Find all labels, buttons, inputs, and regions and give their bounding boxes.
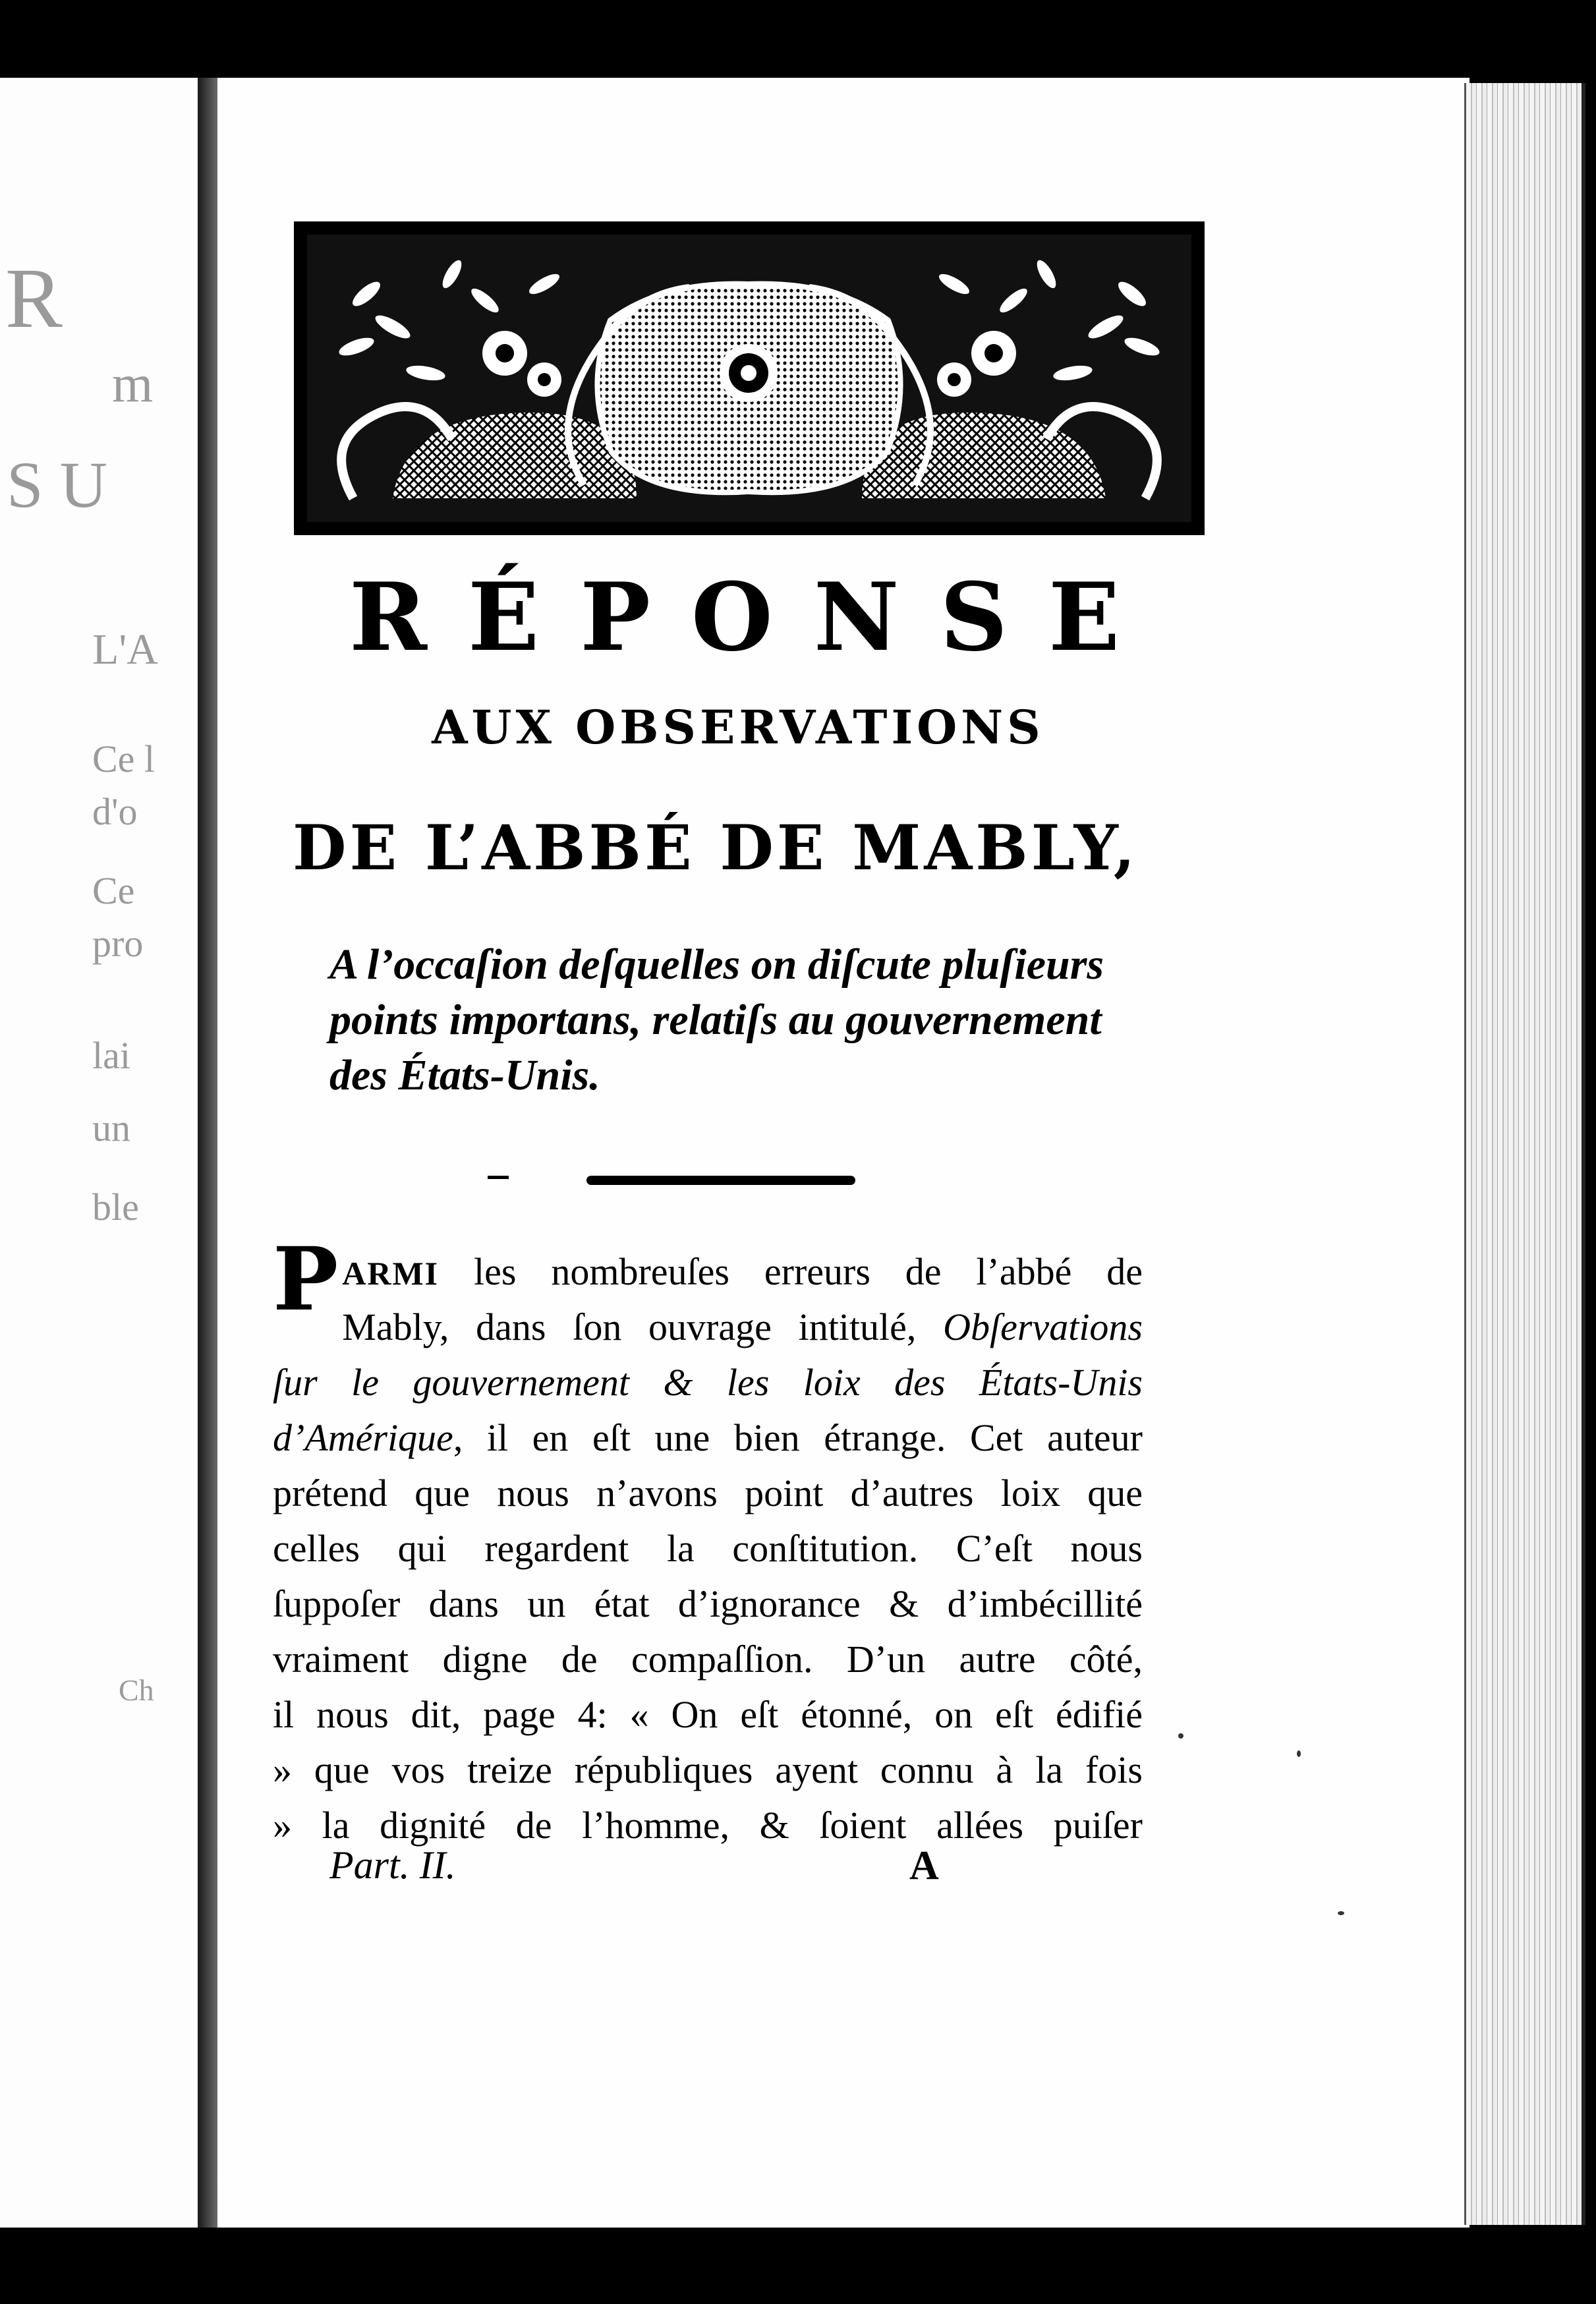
body-line: il nous dit, page 4: « On eſt étonné, on eſt édifié <box>273 1693 1143 1736</box>
body-line: » que vos treize républiques ayent connu à la fois <box>273 1748 1143 1791</box>
body-line: » la dignité de l’homme, & ſoient allées puiſer <box>273 1804 1143 1847</box>
facing-page-fragment: d'o <box>92 790 138 833</box>
subtitle-line-2: DE L’ABBÉ DE MABLY, <box>293 812 1139 884</box>
body-line-text: les nombreuſes erreurs de l’abbé de <box>474 1250 1143 1293</box>
page-title: RÉPONSE <box>349 563 1161 672</box>
facing-page-fragment: L'A <box>92 625 158 674</box>
body-line: celles qui regardent la conſtitution. C’eſt nous <box>273 1527 1143 1570</box>
floral-headpiece-ornament <box>294 221 1205 535</box>
body-line: ſur le gouvernement & les loix des États-Unis <box>273 1361 1143 1404</box>
facing-page-fragment: lai <box>92 1034 130 1077</box>
facing-page <box>0 78 206 2228</box>
italic-line: A l’occaſion deſquelles on diſcute pluſieurs <box>329 940 1104 989</box>
facing-page-fragment: S U <box>7 448 107 521</box>
signature-mark: Part. II. <box>329 1843 456 1887</box>
facing-page-fragment: ble <box>92 1186 139 1228</box>
facing-page-fragment: R <box>5 251 63 346</box>
floral-ornament-icon <box>294 221 1205 535</box>
facing-page-fragment: Ce <box>92 869 135 912</box>
subtitle-line-1: AUX OBSERVATIONS <box>432 700 1044 755</box>
ink-speck <box>1178 1733 1183 1739</box>
italic-line: des États-Unis. <box>329 1051 600 1099</box>
facing-page-fragment: Ch <box>119 1673 154 1707</box>
italic-line: points importans, relatiſs au gouvernement <box>329 996 1102 1044</box>
body-line-text: , il en eſt une bien étrange. Cet auteur <box>453 1416 1143 1459</box>
page-stack-edges <box>1466 83 1585 2225</box>
body-line <box>273 1300 1143 1355</box>
body-line <box>273 1410 1143 1466</box>
ink-speck <box>1297 1750 1301 1757</box>
facing-page-fragment: pro <box>92 922 144 965</box>
work-title-italic: Obſervations <box>943 1306 1143 1348</box>
body-line-text: Mably, dans ſon ouvrage intitulé, <box>342 1306 944 1348</box>
drop-cap: P <box>273 1228 339 1331</box>
first-word: ARMI <box>342 1255 440 1292</box>
body-line: prétend que nous n’avons point d’autres loix que <box>273 1472 1143 1514</box>
work-title-italic: d’Amérique <box>273 1416 453 1459</box>
rule-mark <box>488 1176 509 1179</box>
section-rule <box>586 1176 855 1185</box>
body-line: vraiment digne de compaſſion. D’un autre côté, <box>273 1638 1143 1681</box>
facing-page-fragment: un <box>92 1107 130 1149</box>
body-line: ſuppoſer dans un état d’ignorance & d’imbécillité <box>273 1582 1143 1625</box>
facing-page-fragment: m <box>112 355 154 413</box>
facing-page-fragment: Ce l <box>92 737 156 780</box>
body-paragraph <box>273 1228 1143 1853</box>
italic-description <box>329 937 1186 1103</box>
ink-speck <box>1338 1911 1344 1915</box>
signature-letter: A <box>909 1843 939 1888</box>
